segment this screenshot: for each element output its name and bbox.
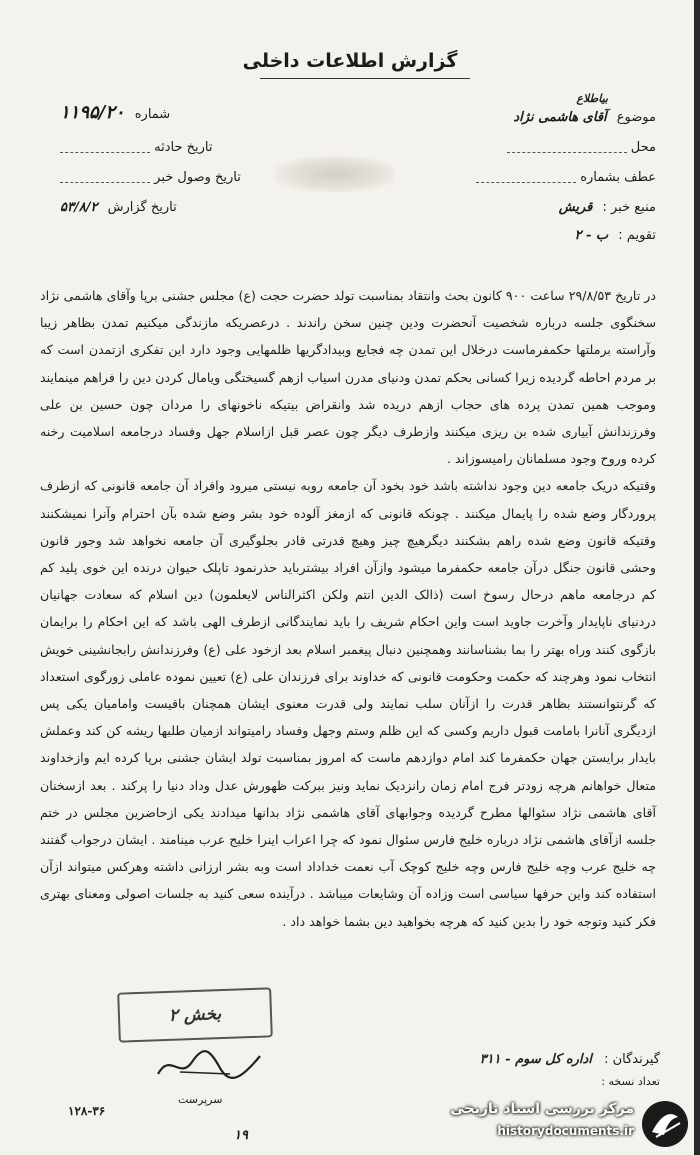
attach-field: عطف بشماره [476, 170, 656, 185]
scan-edge [694, 0, 700, 1155]
place-field: محل [507, 140, 656, 155]
copies-field: تعداد نسخه : [601, 1075, 660, 1088]
office-stamp: بخش ۲ [117, 987, 273, 1042]
receive-date-field: تاریخ وصول خبر [60, 170, 241, 185]
body-paragraph-1: در تاریخ ۲۹/۸/۵۳ ساعت ۹۰۰ کانون بحث وانتقاد بمناسبت تولد حضرت حجت (ع) مجلس جشنی برپا وآقای هاشمی نژاد سخنگوی جلسه درباره شخصیت آنحضرت ودین چنین سخن راندند . درعصریکه مازندگی میکنیم تمدن بظاهر زیبا وآراسته برملتها حکمفرماست درخلال این تمدن چه فجایع وبیدادگریها ظلمهایی وجود دارد این تفکری ازتمدن است که بر مردم احاطه گردیده زیرا کسانی بحکم تمدن ودنیای مدرن اسیاب ازهم گسیختگی ویامال کردن دین را فراهم مینمایند وموجب همین تمدن پرده های حجاب ازهم دریده شد وانقراض بیتیکه ناخونهای را مردان چون حسین بن علی وفرزندانش آبیاری شده بن ریزی میکنند وازطرف دیگر چون عصر قبل ازاسلام جهل وفساد درجامعه اسلامیت رخنه کرده وروح وجود مسلمانان رامیسوزاند . [40, 288, 656, 467]
source-value: قریش [558, 200, 593, 215]
evaluation-field: تقویم : ب - ۲ [574, 228, 656, 243]
document-title: گزارش اطلاعات داخلی [242, 50, 458, 72]
page-number: ۱۹ [234, 1128, 248, 1143]
event-date-field: تاریخ حادثه [60, 140, 213, 155]
subject-value: آقای هاشمی نژاد [513, 110, 607, 125]
document-code: ۱۲۸-۳۶ [68, 1104, 106, 1118]
signature-caption: سرپرست [178, 1093, 223, 1106]
report-body [40, 282, 656, 935]
body-paragraph-2: وقتیکه دریک جامعه دین وجود نداشته باشد خود بخود آن جامعه روبه نیستی میرود وافراد آن جامعه قانونی که ازطرف پروردگار وضع شده را پایمال میکنند . چونکه قانونی که ازمغز آلوده خود بشر وضع شده بآن احترام وآنرا نمیشکنند وقتیکه قانون وضع شده راهم بشکنند دیگرهیچ چیز وهیچ قدرتی قادر بجلوگیری آن جامعه نخواهد شد وجور قانون وحشی قانون جنگل درآن جامعه حکمفرما میشود وازآن افراد بیشترباید حذرنمود تاپلک حیوان درنده این خوی پلید کم کم درجامعه ماهم درحال رسوخ است (ذالک الدین انتم ولکن اکثرالناس لایعلمون) دین اسلام که سعادت جهانیان دردنیای ناپایدار وآخرت جاوید است واین احکام شریف را باید نمایندگانی ازطرف الهی باشد که این احکام را برایمان بازگوی کنند وراه بهتر را بما بشناسانند وهمچنین دنبال پیغمبر اسلام بعد ازخود علی (ع) وفرزندانش رابجانشینی خویش انتخاب نمود وهرچند که حکمت وحکومت قانونی که خداوند برای فرزندان علی (ع) تعیین نموده عاملی زورگوی استعداد که گرنتوانستند بظاهر قدرت را ازآنان سلب نمایند ولی قدرت معنوی ایشان همچنان باقیست وامامیان یکی پس ازدیگری آنانرا بامامت قبول داریم وکسی که این ظلم وستم وجهل وفساد رامیتواند ازمیان طلبها ریشه کن کند وعملش بایدار برایستن جهان حکمفرما کند امام دوازدهم ماست که امروز بمناسبت تولد ایشان جشنی برپا کرده ایم وازخداوند متعال خواهانم هرچه زودتر فرج امام زمان رانزدیک نماید ونیز ببرکت ظهورش عدل وداد دنیا را پرکند . بعد ازسخنان آقای هاشمی نژاد سئوالها مطرح گردیده وجوابهای آقای هاشمی نژاد بدانها میدادند یکی ازحاضرین مجلس در ختم جلسه ازآقای هاشمی نژاد درباره خلیج فارس سئوال نمود که چرا اعراب اینرا خلیج عرب مینامند . ایشان درجواب گفتند چه خلیج عرب وچه خلیج فارس وچه خلیج کوچک آب نعمت خداداد است وبه بشر ارزانی داشته وهرکس میتواند ازآن استفاده کند واین حرفها سیاسی است وزاده آن وشایعات میباشد . درآینده سعی کنید به جلسات اصولی ومعنای بهتری فکر کنید وتوجه خود را بدین کنید که هرچه بخواهید دین بشما خواهد داد . [40, 478, 656, 929]
subject-field: موضوع آقای هاشمی نژاد [513, 110, 656, 125]
faded-stamp [275, 156, 395, 192]
report-date-value: ۵۳/۸/۲ [60, 200, 98, 215]
watermark [418, 1097, 698, 1151]
watermark-site: historydocuments.ir [497, 1124, 634, 1138]
number-value: ۱۱۹۵/۲۰ [60, 102, 125, 123]
receivers-field: گیرندگان : اداره کل سوم - ۳۱۱ [479, 1052, 660, 1067]
signature-icon [150, 1044, 270, 1084]
watermark-name: مرکز بررسی اسناد تاریخی [450, 1101, 634, 1117]
source-field: منبع خبر : قریش [558, 200, 656, 215]
number-field: شماره ۱۱۹۵/۲۰ [60, 102, 171, 123]
archive-logo-icon [640, 1099, 690, 1149]
receivers-value: اداره کل سوم - ۳۱۱ [479, 1052, 592, 1067]
report-date-field: تاریخ گزارش ۵۳/۸/۲ [60, 200, 177, 215]
handwritten-annotation: بیاطلاع [576, 92, 608, 105]
evaluation-value: ب - ۲ [574, 228, 609, 243]
title-underline [260, 78, 470, 79]
